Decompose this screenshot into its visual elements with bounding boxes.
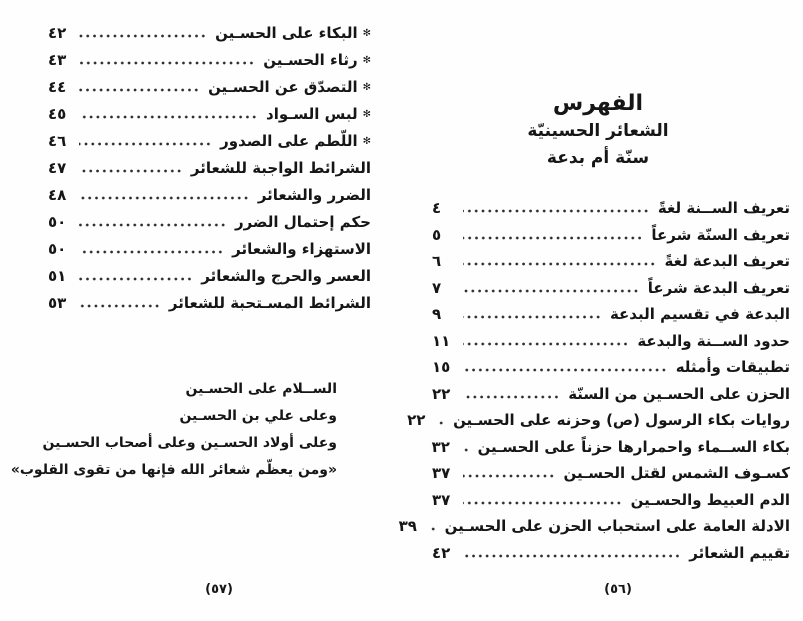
toc-entry (48, 267, 371, 294)
toc-entry-title: حكم إحتمال الضرر (234, 213, 371, 231)
toc-entry-title: رثاء الحسـين (263, 51, 358, 69)
toc-page-number: ٥٣ (48, 294, 67, 312)
dot-leader (79, 142, 213, 146)
dot-leader (79, 115, 259, 119)
toc-page-number: ٢٢ (407, 411, 426, 429)
dot-leader (438, 421, 446, 425)
toc-entry (48, 213, 371, 240)
toc-entry (432, 332, 790, 359)
toc-entry (407, 411, 790, 438)
toc-entry (48, 51, 371, 78)
toc-entry (48, 240, 371, 267)
toc-entry (48, 132, 371, 159)
toc-page-number: ٣٧ (432, 464, 451, 482)
toc-entry (432, 464, 790, 491)
dot-leader (79, 223, 228, 227)
dot-leader (463, 236, 644, 240)
toc-page-number: ٩ (432, 305, 442, 323)
toc-entry-title: البدعة في تقسيم البدعة (609, 305, 790, 323)
toc-list-right (398, 199, 790, 570)
toc-entry-title: الشرائط الواجبة للشعائر (190, 159, 371, 177)
dot-leader (79, 250, 225, 254)
page-subtitle: سنّة أم بدعة (546, 148, 650, 168)
toc-entry-title: الاستهزاء والشعائر (232, 240, 371, 258)
dot-leader (463, 368, 669, 372)
toc-page-number: ٤٣ (48, 51, 67, 69)
dot-leader (463, 395, 561, 399)
page-subtitle: الشعائر الحسينيّة (527, 121, 669, 141)
toc-entry (432, 438, 790, 465)
toc-entry-title: الضرر والشعائر (257, 186, 371, 204)
dedication-quote: «ومن يعظّم شعائر الله فإنها من تقوى القلوب» (10, 462, 337, 478)
toc-entry-title: بكاء الســماء واحمرارها حزناً على الحسـين (477, 437, 790, 456)
toc-entry (432, 252, 790, 279)
folio-number-left: (٥٧) (205, 582, 233, 597)
toc-page-number: ٧ (432, 278, 442, 297)
dedication-line: وعلى أولاد الحسـين وعلى أصحاب الحسـين (42, 435, 337, 451)
asterisk-icon: ✻ (362, 136, 371, 147)
toc-page-number: ٤ (432, 199, 442, 217)
dot-leader (463, 209, 651, 213)
dot-leader (463, 262, 658, 266)
toc-page-number: ٣٧ (432, 490, 451, 509)
dot-leader (79, 277, 194, 281)
dot-leader (463, 448, 471, 452)
toc-entry-title: تعريف الســنة لغةً (657, 199, 790, 217)
toc-entry-title: حدود الســنة والبدعة (637, 331, 790, 350)
toc-entry-title: تقييم الشعائر (689, 543, 790, 562)
toc-page-number: ٥٠ (48, 240, 67, 258)
toc-page-number: ٣٢ (431, 437, 450, 456)
toc-page-number: ٤٤ (48, 78, 67, 96)
dedication-block (11, 376, 337, 484)
toc-page-number: ٥ (432, 225, 442, 244)
toc-entry (432, 279, 790, 306)
dot-leader (463, 501, 624, 505)
toc-entry-title: التصدّق عن الحسـين (208, 78, 358, 96)
toc-page-number: ٤٦ (48, 132, 67, 150)
dot-leader (79, 304, 162, 308)
toc-entry (48, 24, 371, 51)
dot-leader (463, 289, 641, 293)
index-header (400, 90, 796, 172)
toc-page-number: ١١ (432, 331, 451, 350)
toc-entry (48, 78, 371, 105)
asterisk-icon: ✻ (362, 82, 371, 93)
toc-entry-title: تعريف البدعة لغةً (664, 252, 790, 270)
dot-leader (79, 34, 208, 38)
toc-entry (432, 491, 790, 518)
asterisk-icon: ✻ (362, 109, 371, 120)
toc-entry (398, 517, 790, 544)
toc-entry (432, 544, 790, 571)
toc-list-left (48, 24, 371, 321)
dot-leader (463, 315, 603, 319)
toc-entry-title: لبس السـواد (266, 105, 358, 123)
toc-entry-title: الشرائط المسـتحبة للشعائر (168, 294, 371, 312)
toc-entry-title: تعريف البدعة شرعاً (647, 278, 790, 297)
toc-entry (48, 294, 371, 321)
asterisk-icon: ✻ (362, 55, 371, 66)
dot-leader (79, 169, 184, 173)
dedication-line: الســلام على الحسـين (185, 381, 337, 397)
toc-page-number: ٤٧ (48, 159, 67, 177)
dot-leader (79, 61, 256, 65)
toc-page-number: ٦ (432, 252, 442, 270)
toc-page-number: ٤٥ (48, 105, 67, 123)
toc-entry (432, 385, 790, 412)
toc-entry (48, 186, 371, 213)
toc-entry-title: الحزن على الحسـين من السنّة (568, 384, 790, 403)
toc-page-number: ٤٢ (48, 24, 67, 42)
toc-page-number: ٥١ (48, 267, 67, 285)
toc-entry-title: كسـوف الشمس لقتل الحسـين (563, 464, 790, 482)
toc-entry-title: تعريف السنّة شرعاً (651, 225, 790, 244)
dot-leader (79, 196, 251, 200)
toc-entry (48, 159, 371, 186)
toc-page-number: ٢٢ (432, 384, 451, 403)
toc-page-number: ٤٨ (48, 186, 67, 204)
toc-entry-title: اللّطم على الصدور (220, 132, 358, 150)
dot-leader (463, 554, 682, 558)
toc-entry (432, 226, 790, 253)
toc-page-number: ٤٢ (432, 543, 451, 562)
toc-entry-title: العسر والحرج والشعائر (201, 267, 371, 285)
toc-page-number: ٥٠ (48, 213, 67, 231)
toc-entry-title: تطبيقات وأمثله (675, 358, 790, 376)
dedication-line: وعلى علي بن الحسـين (179, 408, 337, 424)
dot-leader (463, 342, 630, 346)
dot-leader (430, 527, 438, 531)
toc-entry (432, 305, 790, 332)
asterisk-icon: ✻ (362, 28, 371, 39)
toc-page-number: ٣٩ (398, 517, 417, 535)
page-title: الفهرس (552, 91, 644, 116)
toc-entry (432, 358, 790, 385)
dot-leader (463, 474, 557, 478)
toc-entry-title: الادلة العامة على استحباب الحزن على الحسـين (444, 517, 790, 535)
toc-entry-title: البكاء على الحسـين (215, 24, 358, 42)
dot-leader (79, 88, 201, 92)
toc-entry-title: الدم العبيط والحسـين (630, 490, 790, 509)
toc-entry (432, 199, 790, 226)
toc-page-number: ١٥ (432, 358, 451, 376)
folio-number-right: (٥٦) (604, 582, 632, 597)
toc-entry-title: روايات بكاء الرسول (ص) وحزنه على الحسـين (453, 411, 790, 429)
toc-entry (48, 105, 371, 132)
